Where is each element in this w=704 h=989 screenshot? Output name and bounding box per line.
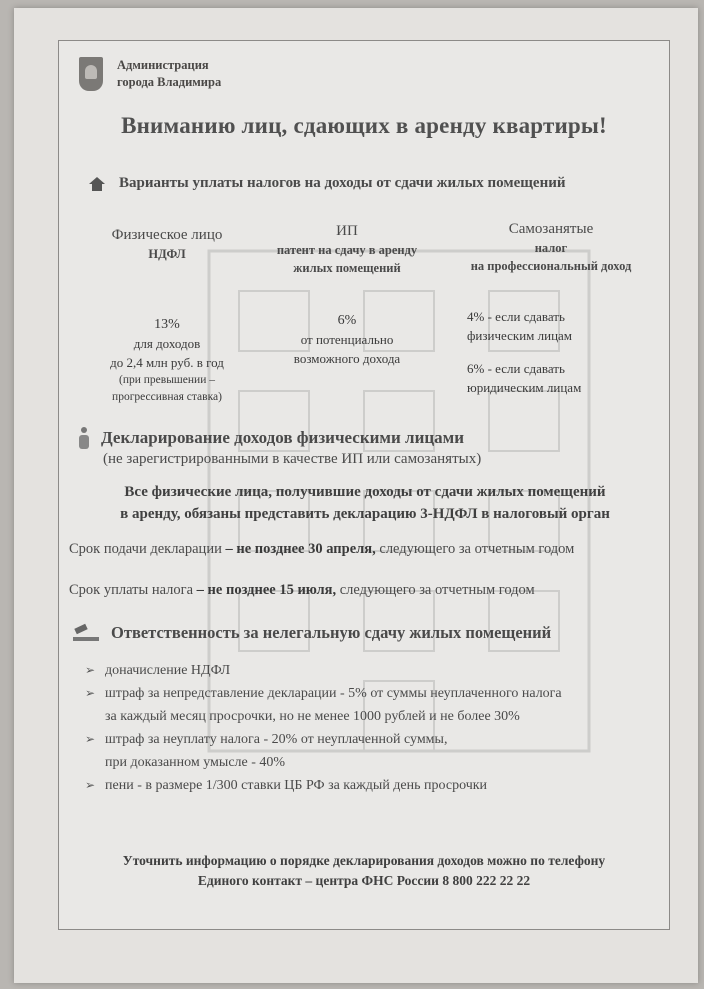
rate-legal-line-2: юридическим лицам (467, 380, 582, 395)
payment-deadline-label: Срок уплаты налога (69, 582, 194, 598)
rate-desc-1: от потенциально (300, 332, 394, 347)
rate-physical-line-2: физическим лицам (467, 328, 573, 343)
section-tax-options-heading (89, 175, 566, 192)
arrow-bullet-icon: ➢ (85, 686, 96, 700)
list-item (85, 659, 665, 682)
rate-value: 13% (154, 317, 180, 332)
list-item-text: пени - в размере 1/300 ставки ЦБ РФ за каждый день просрочки (105, 778, 488, 793)
contact-line-1: Уточнить информацию о порядке декларирования доходов можно по телефону (122, 853, 606, 868)
organization-name (117, 57, 221, 91)
column-ip-subtitle-2: жилых помещений (293, 261, 401, 275)
column-selfemployed-subtitle-2: на профессиональный доход (470, 259, 632, 273)
list-item-text: при доказанном умысле - 40% (105, 755, 286, 770)
rate-desc-2: до 2,4 млн руб. в год (110, 355, 224, 370)
filing-deadline-date: – не позднее 30 апреля, (221, 541, 376, 557)
column-ip-title: ИП (336, 223, 358, 239)
column-individual-header (77, 225, 257, 263)
column-selfemployed-subtitle-1: налог (534, 241, 568, 255)
org-line-1: Администрация (117, 58, 209, 72)
list-item-continuation (85, 751, 665, 774)
column-individual-rate (73, 315, 261, 406)
list-item-continuation (85, 705, 665, 728)
page-title: Вниманию лиц, сдающих в аренду квартиры! (121, 113, 607, 138)
flyer-frame (58, 40, 670, 930)
arrow-bullet-icon: ➢ (85, 663, 96, 677)
list-item (85, 682, 665, 705)
house-icon (89, 177, 105, 191)
rate-desc-1: для доходов (133, 336, 201, 351)
contact-info (59, 851, 669, 891)
rate-note-1: (при превышении – (119, 374, 215, 386)
declaration-obligation (63, 481, 667, 525)
column-selfemployed-title: Самозанятые (508, 221, 594, 237)
section-declaration-heading (77, 427, 464, 449)
arrow-bullet-icon: ➢ (85, 732, 96, 746)
filing-deadline-suffix: следующего за отчетным годом (375, 541, 575, 557)
section-declaration-title: Декларирование доходов физическими лицами (101, 428, 465, 447)
column-ip-rate (267, 311, 427, 368)
rate-note-2: прогрессивная ставка) (112, 391, 222, 403)
gavel-icon (73, 624, 101, 642)
rate-value: 6% (337, 313, 357, 328)
obligation-line-1: Все физические лица, получившие доходы от сдачи жилых помещений (124, 484, 606, 500)
filing-deadline-label: Срок подачи декларации (69, 541, 222, 557)
org-line-2: города Владимира (117, 75, 222, 89)
list-item-text: доначисление НДФЛ (105, 663, 231, 678)
column-ip-header (247, 221, 447, 277)
coat-of-arms-icon (79, 57, 103, 91)
list-item-text: за каждый месяц просрочки, но не менее 1000 рублей и не более 30% (105, 709, 520, 724)
payment-deadline (69, 582, 535, 599)
list-item (85, 774, 665, 797)
list-item-text: штраф за непредставление декларации - 5% от суммы неуплаченного налога (105, 686, 562, 701)
list-item (85, 728, 665, 751)
list-item-text: штраф за неуплату налога - 20% от неуплаченной суммы, (105, 732, 448, 747)
contact-line-2: Единого контакт – центра ФНС России 8 800 222 22 22 (197, 873, 531, 888)
section-declaration-subtitle: (не зарегистрированными в качестве ИП или самозанятых) (103, 451, 482, 467)
payment-deadline-date: – не позднее 15 июля, (193, 582, 337, 598)
section-liability-title: Ответственность за нелегальную сдачу жилых помещений (111, 623, 552, 642)
payment-deadline-suffix: следующего за отчетным годом (336, 582, 535, 598)
liability-list (85, 659, 665, 797)
column-selfemployed-rates (467, 307, 663, 397)
column-individual-subtitle: НДФЛ (148, 247, 186, 261)
arrow-bullet-icon: ➢ (85, 778, 96, 792)
filing-deadline (69, 541, 574, 558)
column-selfemployed-header (443, 219, 659, 275)
column-ip-subtitle-1: патент на сдачу в аренду (276, 243, 418, 257)
section-tax-options-title: Варианты уплаты налогов на доходы от сдачи жилых помещений (119, 175, 566, 191)
rate-legal-line-1: 6% - если сдавать (467, 361, 565, 376)
rate-physical-line-1: 4% - если сдавать (467, 309, 565, 324)
section-liability-heading (73, 623, 551, 643)
header (79, 57, 221, 91)
obligation-line-2: в аренду, обязаны представить декларацию 3-НДФЛ в налоговый орган (120, 506, 610, 522)
person-icon (77, 427, 91, 449)
column-individual-title: Физическое лицо (111, 227, 223, 243)
rate-desc-2: возможного дохода (293, 351, 401, 366)
